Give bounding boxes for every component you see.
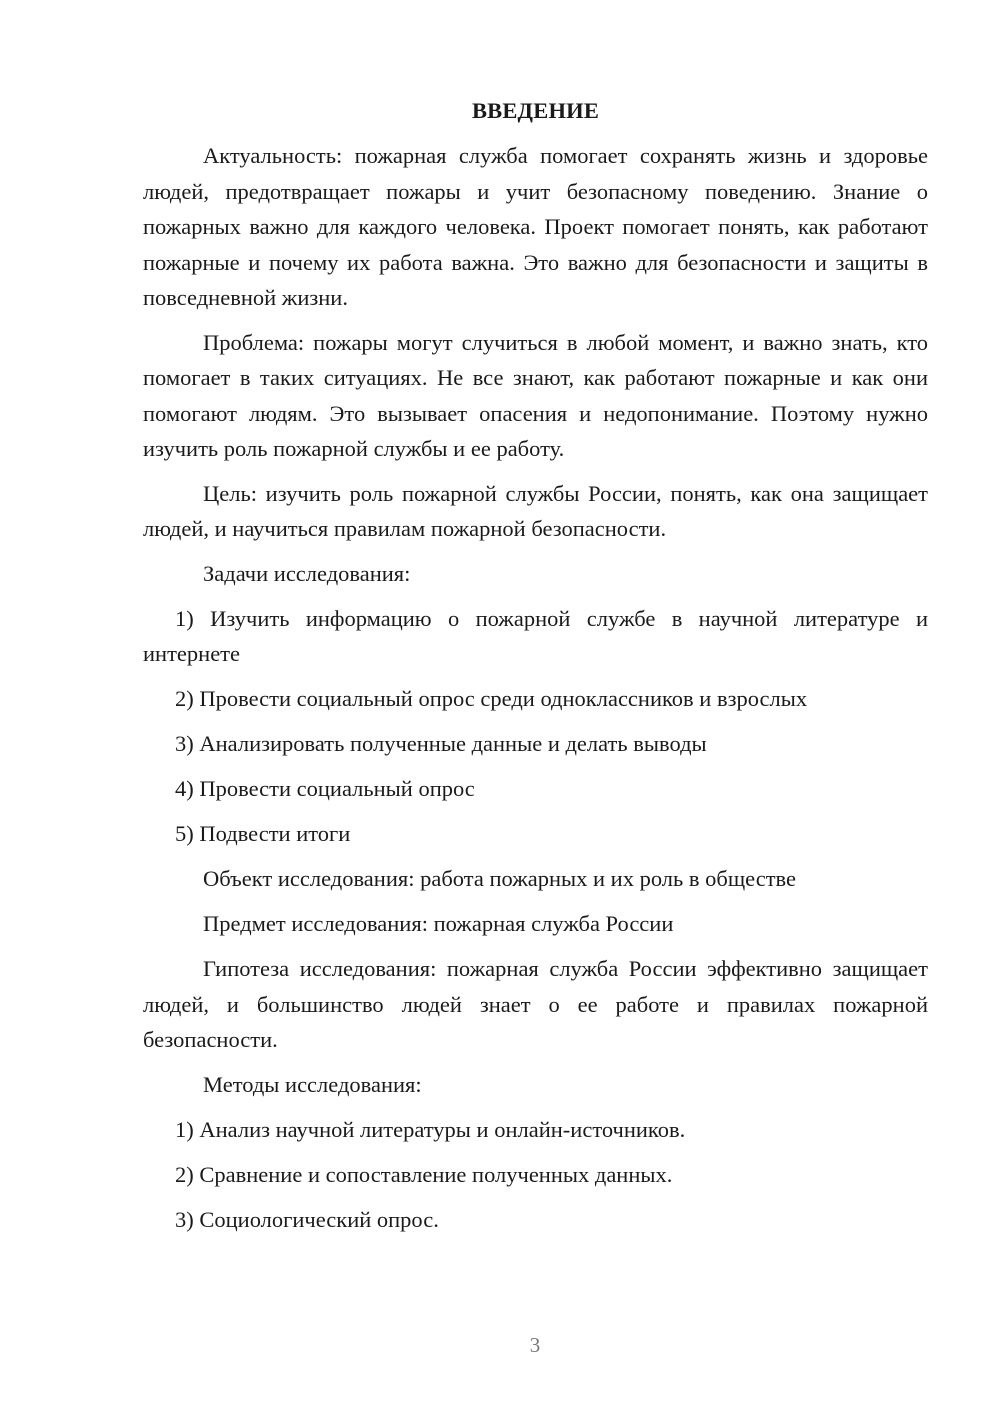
task-item: 1) Изучить информацию о пожарной службе в научной литературе и интернете: [143, 605, 928, 666]
document-page: [143, 96, 928, 1247]
task-item: 3) Анализировать полученные данные и делать выводы: [175, 731, 707, 756]
research-subject: Предмет исследования: пожарная служба России: [203, 911, 674, 936]
goal-paragraph: Цель: изучить роль пожарной службы России, понять, как она защищает людей, и научиться правилам пожарной безопасности.: [143, 480, 928, 541]
methods-heading: Методы исследования:: [203, 1071, 422, 1097]
task-item: 4) Провести социальный опрос: [175, 776, 475, 801]
tasks-heading: Задачи исследования:: [203, 560, 411, 586]
task-item: 5) Подвести итоги: [175, 821, 351, 846]
method-item: 3) Социологический опрос.: [175, 1206, 439, 1232]
method-item: 2) Сравнение и сопоставление полученных данных.: [175, 1161, 673, 1187]
relevance-paragraph: Актуальность: пожарная служба помогает сохранять жизнь и здоровье людей, предотвращает пожары и учит безопасному поведению. Знание о пожарных важно для каждого человека. Проект помогает понять, как работают пожарные и почему их работа важна. Это важно для безопасности и защиты в повседневной жизни.: [143, 143, 928, 310]
page-number: 3: [529, 1333, 541, 1357]
problem-paragraph: Проблема: пожары могут случиться в любой момент, и важно знать, кто помогает в таких ситуациях. Не все знают, как работают пожарные и как они помогают людям. Это вызывает опасения и недопонимание. Поэтому нужно изучить роль пожарной службы и ее работу.: [143, 329, 928, 461]
method-item: 1) Анализ научной литературы и онлайн-источников.: [175, 1116, 686, 1142]
task-item: 2) Провести социальный опрос среди одноклассников и взрослых: [175, 686, 808, 711]
research-object: Объект исследования: работа пожарных и их роль в обществе: [203, 866, 797, 891]
hypothesis-paragraph: Гипотеза исследования: пожарная служба России эффективно защищает людей, и большинство людей знает о ее работе и правилах пожарной безопасности.: [143, 956, 928, 1052]
page-title: ВВЕДЕНИЕ: [471, 98, 600, 123]
